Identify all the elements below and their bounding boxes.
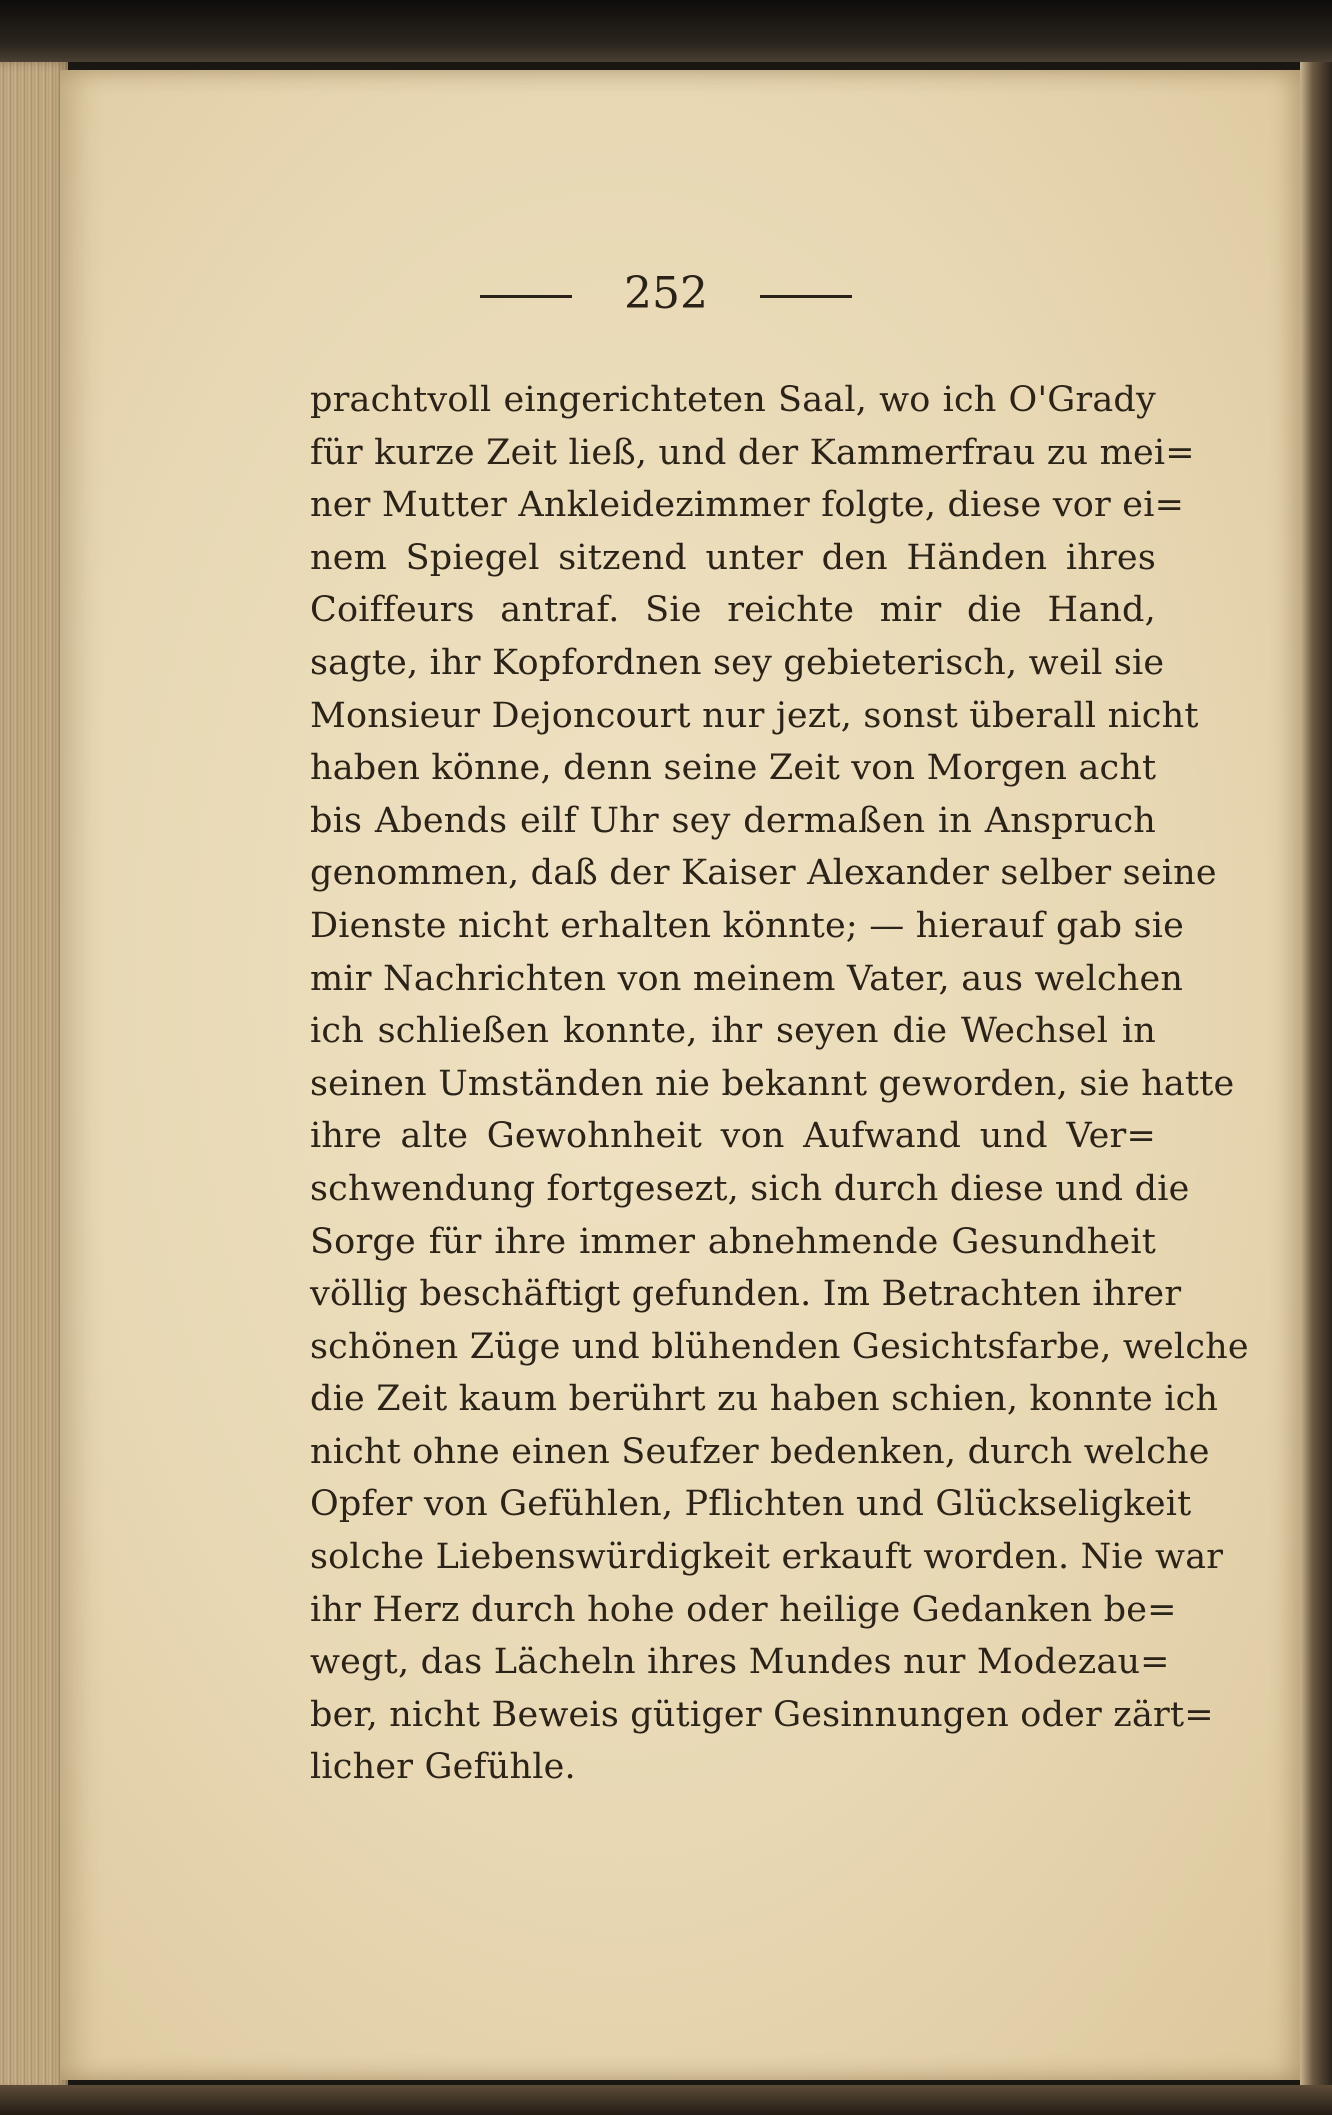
text-line: haben könne, denn seine Zeit von Morgen acht [310,748,1157,789]
page-number: 252 [624,268,708,319]
text-line: schönen Züge und blühenden Gesichtsfarbe, welche [310,1326,1249,1367]
text-line: für kurze Zeit ließ, und der Kammerfrau zu mei= [310,432,1195,473]
text-line: ihr Herz durch hohe oder heilige Gedanken be= [310,1589,1177,1630]
binding-gutter [1300,62,1332,2115]
header-rule-right [760,295,852,298]
text-line-last: licher Gefühle. [310,1747,576,1788]
text-line: prachtvoll eingerichteten Saal, wo ich O'Grady [310,380,1156,420]
text-line: bis Abends eilf Uhr sey dermaßen in Anspruch [310,800,1156,841]
text-line: Coiffeurs antraf. Sie reichte mir die Hand, [310,590,1156,631]
text-line: ber, nicht Beweis gütiger Gesinnungen oder zärt= [310,1694,1214,1735]
top-shadow-edge [0,0,1332,62]
text-line: die Zeit kaum berührt zu haben schien, konnte ich [310,1379,1219,1420]
text-line: nem Spiegel sitzend unter den Händen ihres [310,537,1156,578]
text-line: schwendung fortgesezt, sich durch diese und die [310,1168,1190,1209]
text-line: wegt, das Lächeln ihres Mundes nur Modezau= [310,1642,1170,1683]
text-line: mir Nachrichten von meinem Vater, aus welchen [310,958,1184,999]
page-header [0,268,1332,319]
text-line: ihre alte Gewohnheit von Aufwand und Ver= [310,1116,1156,1157]
text-line: nicht ohne einen Seufzer bedenken, durch welche [310,1431,1210,1472]
text-line: solche Liebenswürdigkeit erkauft worden. Nie war [310,1537,1224,1578]
bottom-shadow-edge [0,2085,1332,2115]
text-line: genommen, daß der Kaiser Alexander selber seine [310,853,1217,894]
text-line: Monsieur Dejoncourt nur jezt, sonst überall nicht [310,695,1199,736]
text-line: seinen Umständen nie bekannt geworden, sie hatte [310,1063,1235,1104]
page-stack-edge [0,62,68,2092]
text-line: sagte, ihr Kopfordnen sey gebieterisch, weil sie [310,642,1165,683]
body-text [310,374,1249,1794]
text-line: völlig beschäftigt gefunden. Im Betrachten ihrer [310,1274,1182,1315]
header-rule-left [480,295,572,298]
text-line: Opfer von Gefühlen, Pflichten und Glückseligkeit [310,1484,1192,1525]
text-line: ich schließen konnte, ihr seyen die Wechsel in [310,1011,1156,1052]
text-line: Dienste nicht erhalten könnte; — hierauf gab sie [310,905,1185,946]
text-line: ner Mutter Ankleidezimmer folgte, diese vor ei= [310,485,1185,526]
text-line: Sorge für ihre immer abnehmende Gesundheit [310,1221,1156,1262]
